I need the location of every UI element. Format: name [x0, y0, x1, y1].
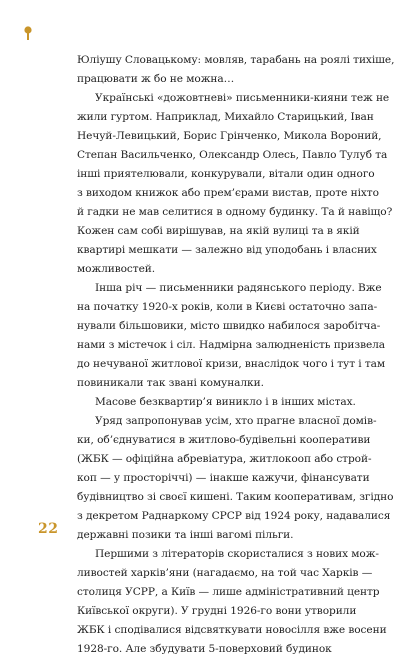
text-line: Степан Васильченко, Олександр Олесь, Павло Тулуб та — [77, 149, 388, 161]
text-line: й гадки не мав селитися в одному будинку. Та й навіщо? — [77, 206, 393, 218]
body-text — [77, 51, 395, 659]
text-line: нами з містечок і сіл. Надмірна залюдненість призвела — [77, 339, 386, 351]
text-line: Першими з літераторів скористалися з нових мож- — [95, 548, 379, 560]
page-number: 22 — [38, 521, 59, 537]
text-line: нували більшовики, місто швидко набилося заробітча- — [77, 320, 381, 332]
text-line: квартирі мешкати — залежно від уподобань і власних — [77, 244, 377, 256]
text-line: жили гуртом. Наприклад, Михайло Старицький, Іван — [77, 111, 374, 123]
text-line: повиникали так звані комуналки. — [77, 377, 264, 389]
text-line: Київської округи). У грудні 1926-го вони утворили — [77, 605, 357, 617]
text-line: столиця УСРР, а Київ — лише адміністративний центр — [77, 586, 380, 598]
text-line: інші приятелювали, конкурували, вітали один одного — [77, 168, 375, 180]
text-line: Інша річ — письменники радянського періоду. Вже — [95, 282, 382, 294]
text-line: Українські «дожовтневі» письменники-кияни теж не — [95, 92, 390, 104]
text-line: до нечуваної житлової кризи, внаслідок чого і тут і там — [77, 358, 386, 370]
bookmark-pin-icon — [24, 26, 32, 40]
text-line: працювати ж бо не можна… — [77, 73, 235, 85]
text-line: Уряд запропонував усім, хто прагне власної домів- — [95, 415, 377, 427]
text-line: коп — у просторіччі) — інакше кажучи, фінансувати — [77, 472, 370, 484]
text-line: Нечуй-Левицький, Борис Грінченко, Микола Вороний, — [77, 130, 382, 142]
text-line: (ЖБК — офіційна абревіатура, житлокооп або строй- — [77, 453, 372, 465]
text-line: можливостей. — [77, 263, 156, 275]
text-line: ливостей харків’яни (нагадаємо, на той час Харків — — [77, 567, 373, 579]
text-line: державні позики та інші вагомі пільги. — [77, 529, 294, 541]
text-line: з декретом Раднаркому СРСР від 1924 року, надавалися — [77, 510, 391, 522]
text-line: з виходом книжок або прем’єрами вистав, проте ніхто — [77, 187, 379, 199]
text-line: Юліушу Словацькому: мовляв, тарабань на роялі тихіше, — [77, 54, 395, 66]
text-line: будівництво зі своєї кишені. Таким кооперативам, згідно — [77, 491, 394, 503]
text-line: ки, об’єднуватися в житлово-будівельні кооперативи — [77, 434, 371, 446]
text-line: 1928-го. Але збудувати 5-поверховий будинок — [77, 643, 332, 655]
text-line: ЖБК і сподівалися відсвяткувати новосілля вже восени — [77, 624, 387, 636]
text-line: Кожен сам собі вирішував, на якій вулиці та в якій — [77, 225, 360, 237]
text-line: Масове безквартир’я виникло і в інших містах. — [95, 396, 356, 408]
text-line: на початку 1920-х років, коли в Києві остаточно запа- — [77, 301, 378, 313]
